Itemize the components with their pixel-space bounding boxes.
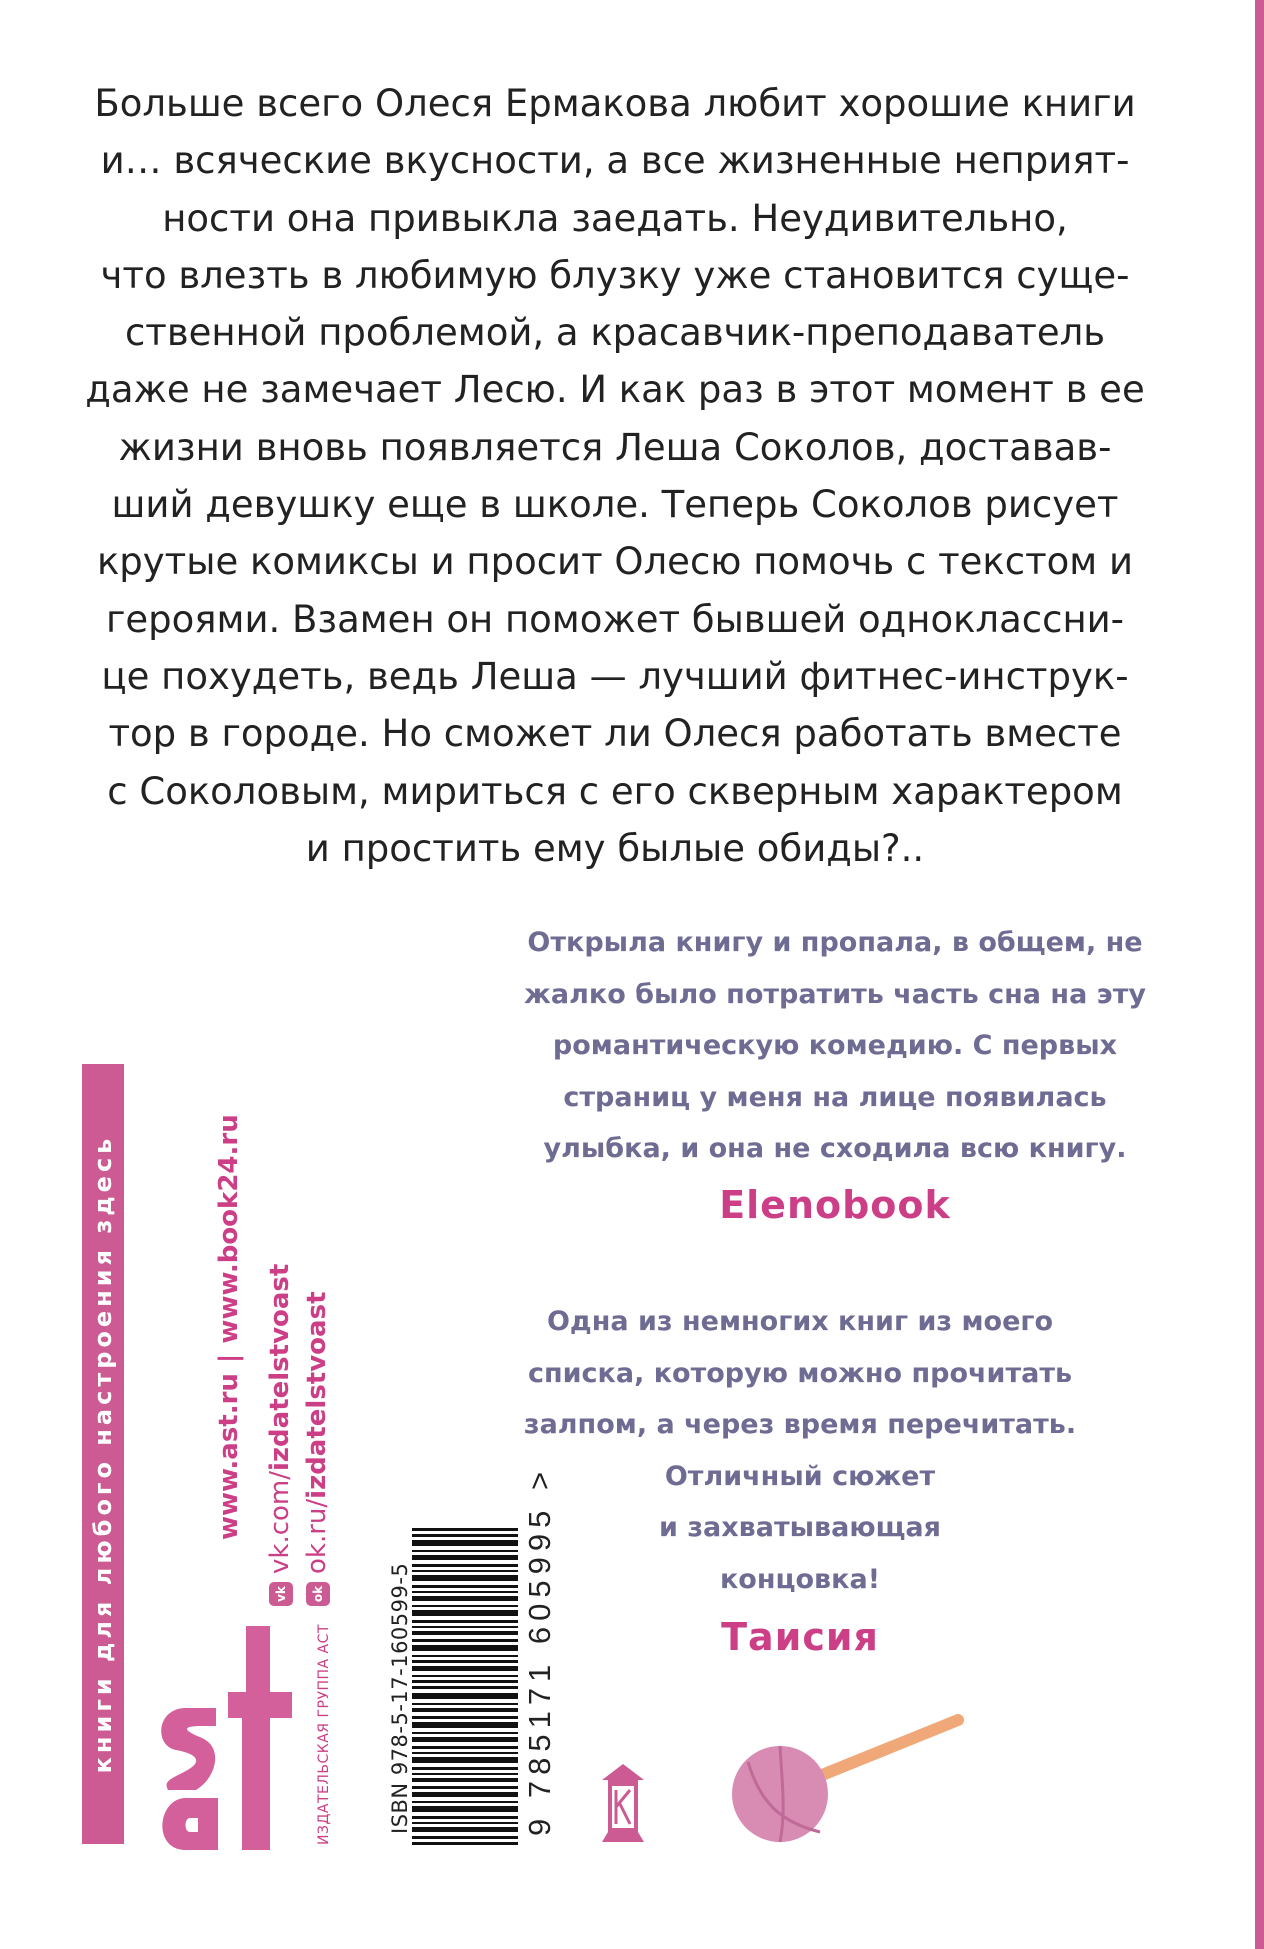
- blurb-line: что влезть в любимую блузку уже становится суще-: [100, 253, 1130, 297]
- book-blurb: [60, 75, 1170, 877]
- blurb-line: ший девушку еще в школе. Теперь Соколов рисует: [111, 483, 1119, 527]
- ok-link[interactable]: [302, 1292, 332, 1607]
- link-separator: |: [214, 1353, 244, 1364]
- review-line: Отличный сюжет: [664, 1460, 936, 1492]
- blurb-line: и… всяческие вкусности, а все жизненные неприят-: [100, 139, 1130, 183]
- review-line: списка, которую можно прочитать: [527, 1357, 1073, 1389]
- isbn-number: ISBN 978-5-17-160599-5: [388, 1562, 412, 1834]
- blurb-line: героями. Взамен он поможет бывшей одноклассни-: [105, 597, 1125, 641]
- lollipop-illustration: [720, 1712, 970, 1892]
- vk-link[interactable]: [265, 1264, 295, 1606]
- review-line: улыбка, и она не сходила всю книгу.: [543, 1133, 1127, 1164]
- blurb-line: ности она привыкла заедать. Неудивительно,: [162, 196, 1068, 240]
- series-tagline-bar: [82, 1064, 124, 1844]
- review-line: страниц у меня на лице появилась: [563, 1081, 1107, 1113]
- blurb-line: с Соколовым, мириться с его скверным характером: [107, 769, 1123, 813]
- vk-icon: vk: [269, 1582, 293, 1606]
- vk-prefix: vk.com/: [265, 1471, 295, 1574]
- series-tagline: книги для любого настроения здесь: [89, 1134, 117, 1774]
- barcode-digits: 9 785171 605995 >: [522, 1465, 557, 1836]
- review-author: Таисия: [721, 1615, 879, 1659]
- website-links: [214, 1114, 244, 1540]
- edge-stripe: [1255, 0, 1264, 1949]
- review-line: романтическую комедию. С первых: [552, 1030, 1118, 1061]
- review-line: концовка!: [719, 1563, 881, 1595]
- review-line: Одна из немногих книг из моего: [546, 1306, 1054, 1337]
- blurb-line: жизни вновь появляется Леша Соколов, доставав-: [118, 425, 1112, 469]
- ok-handle: izdatelstvoast: [302, 1291, 332, 1499]
- isbn-barcode: [412, 1528, 518, 1848]
- vk-handle: izdatelstvoast: [265, 1263, 295, 1471]
- blurb-line: тор в городе. Но сможет ли Олеся работать вместе: [108, 712, 1122, 756]
- review-line: и захватывающая: [659, 1512, 941, 1543]
- review-line: залпом, а через время перечитать.: [523, 1409, 1077, 1440]
- ok-prefix: ok.ru/: [302, 1498, 332, 1574]
- blurb-line: це похудеть, ведь Леша — лучший фитнес-инструк-: [101, 654, 1129, 698]
- blurb-line: ственной проблемой, а красавчик-преподаватель: [124, 311, 1106, 355]
- blurb-line: крутые комиксы и просит Олесю помочь с текстом и: [96, 540, 1134, 584]
- lantern-logo: [598, 1762, 648, 1844]
- publisher-group: ИЗДАТЕЛЬСКАЯ ГРУППА АСТ: [316, 1624, 332, 1845]
- ast-logo: [146, 1622, 296, 1854]
- review-quote: [500, 917, 1170, 1227]
- review-quote: [500, 1296, 1100, 1659]
- blurb-line: и простить ему былые обиды?..: [305, 826, 925, 870]
- website-link[interactable]: www.book24.ru: [214, 1114, 244, 1344]
- website-link[interactable]: www.ast.ru: [214, 1373, 244, 1540]
- review-line: Открыла книгу и пропала, в общем, не: [527, 927, 1143, 958]
- blurb-line: даже не замечает Лесю. И как раз в этот момент в ее: [85, 368, 1145, 412]
- blurb-line: Больше всего Олеся Ермакова любит хорошие книги: [94, 82, 1136, 125]
- review-author: Elenobook: [719, 1182, 951, 1227]
- review-line: жалко было потратить часть сна на эту: [524, 978, 1146, 1010]
- ok-icon: ok: [306, 1582, 330, 1606]
